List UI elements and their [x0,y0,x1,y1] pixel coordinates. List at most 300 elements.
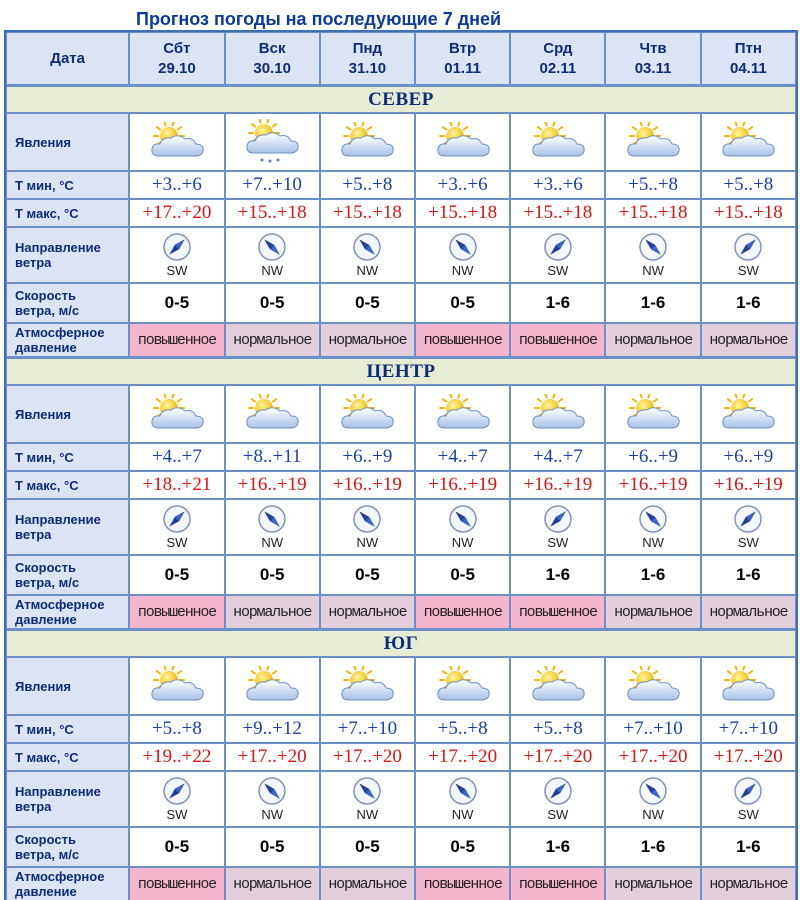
day-header [320,32,415,85]
tmin-cell: +4..+7 [510,443,605,471]
phenomena-cell [605,657,700,715]
wind-direction-row [6,771,796,827]
pressure-label-text: Атмосферное [15,325,105,340]
tmin-cell: +4..+7 [129,443,224,471]
day-header [225,32,320,85]
wind-direction-box [702,776,795,822]
tmin-cell: +9..+12 [225,715,320,743]
pressure-row [6,595,796,629]
wind-speed-row [6,555,796,595]
wind-direction-row [6,227,796,283]
tmax-row [6,743,796,771]
compass-icon [638,232,668,262]
partly-cloudy-icon [433,122,493,162]
wind-direction-value: NW [356,263,379,278]
partly-cloudy-icon [337,122,397,162]
day-date: 02.11 [539,59,577,77]
tmax-cell: +16..+19 [701,471,796,499]
partly-cloudy-icon [718,666,778,706]
pressure-cell: повышенное [129,595,224,629]
wind-direction-label-text: Направление [15,512,101,527]
partly-cloudy-icon [242,394,302,434]
day-of-week: Вск [258,39,286,57]
wind-speed-cell: 0-5 [320,283,415,323]
compass-icon [733,504,763,534]
wind-direction-value: SW [737,807,759,822]
tmax-cell: +15..+18 [701,199,796,227]
tmin-row [6,715,796,743]
phenomena-cell [510,657,605,715]
wind-direction-box [416,776,509,822]
phenomena-cell [605,385,700,443]
phenomena-cell [320,657,415,715]
day-header [605,32,700,85]
compass-icon [352,232,382,262]
partly-cloudy-icon [623,394,683,434]
compass-icon [543,504,573,534]
wind-direction-label [6,227,129,283]
partly-cloudy-icon [528,666,588,706]
forecast-table [4,30,798,900]
pressure-label-text-2: давление [15,884,77,899]
day-header [415,32,510,85]
phenomena-cell [129,657,224,715]
wind-direction-box [130,504,223,550]
tmax-cell: +15..+18 [605,199,700,227]
pressure-cell: повышенное [510,595,605,629]
partly-cloudy-icon [337,666,397,706]
tmin-cell: +7..+10 [605,715,700,743]
pressure-row [6,867,796,900]
partly-cloudy-icon [147,122,207,162]
partly-cloudy-icon [528,394,588,434]
partly-cloudy-icon [433,666,493,706]
wind-direction-box [606,232,699,278]
day-of-week: Втр [449,39,477,57]
wind-direction-cell [510,227,605,283]
day-of-week: Сбт [163,39,191,57]
tmin-label [6,171,129,199]
wind-direction-box [130,776,223,822]
tmax-label [6,199,129,227]
tmax-row [6,471,796,499]
wind-direction-value: NW [451,535,474,550]
wind-direction-value: SW [737,263,759,278]
wind-direction-value: NW [261,535,283,550]
day-of-week: Птн [734,39,762,57]
pressure-cell: повышенное [415,595,510,629]
compass-icon [543,232,573,262]
wind-speed-cell: 0-5 [129,827,224,867]
tmin-cell: +3..+6 [415,171,510,199]
pressure-cell: нормальное [225,323,320,357]
partly-cloudy-icon [147,666,207,706]
phenomena-cell [129,113,224,171]
wind-direction-cell [415,771,510,827]
wind-speed-cell: 0-5 [415,555,510,595]
phenomena-label [6,385,129,443]
pressure-cell: нормальное [605,595,700,629]
pressure-cell: повышенное [129,867,224,900]
wind-direction-cell [129,227,224,283]
header-row [6,32,796,85]
wind-direction-box [702,232,795,278]
phenomena-row [6,385,796,443]
wind-direction-value: SW [547,807,569,822]
wind-direction-box [416,232,509,278]
phenomena-cell [510,113,605,171]
day-header [510,32,605,85]
day-date: 01.11 [444,59,481,77]
wind-speed-cell: 0-5 [225,555,320,595]
wind-speed-cell: 1-6 [701,555,796,595]
pressure-cell: повышенное [510,323,605,357]
compass-icon [162,504,192,534]
wind-direction-box [416,504,509,550]
wind-direction-box [511,232,604,278]
compass-icon [638,776,668,806]
tmin-cell: +5..+8 [320,171,415,199]
tmax-cell: +15..+18 [225,199,320,227]
compass-icon [543,776,573,806]
wind-direction-value: SW [166,263,188,278]
phenomena-cell [225,385,320,443]
pressure-row [6,323,796,357]
wind-direction-row [6,499,796,555]
compass-icon [448,776,478,806]
compass-icon [638,504,668,534]
wind-direction-box [702,504,795,550]
wind-direction-label [6,499,129,555]
tmax-cell: +17..+20 [320,743,415,771]
wind-direction-box [606,504,699,550]
wind-direction-cell [510,771,605,827]
wind-speed-cell: 1-6 [701,827,796,867]
wind-speed-cell: 1-6 [605,283,700,323]
page-title: Прогноз погоды на последующие 7 дней [136,9,502,29]
wind-direction-box [130,232,223,278]
pressure-label [6,323,129,357]
wind-direction-cell [701,499,796,555]
tmax-cell: +15..+18 [510,199,605,227]
region-header-row [6,629,796,657]
wind-direction-value: SW [166,807,188,822]
wind-direction-box [511,504,604,550]
wind-direction-box [226,504,319,550]
phenomena-cell [701,385,796,443]
compass-icon [162,776,192,806]
phenomena-label-text: Явления [15,678,71,694]
wind-speed-cell: 0-5 [320,827,415,867]
day-date: 03.11 [634,59,672,77]
partly-cloudy-icon [623,666,683,706]
pressure-cell: повышенное [129,323,224,357]
day-date: 29.10 [158,59,196,77]
wind-speed-row [6,283,796,323]
wind-speed-label-text: Скорость [15,832,76,847]
wind-speed-cell: 1-6 [605,555,700,595]
tmin-cell: +7..+10 [320,715,415,743]
wind-direction-cell [415,499,510,555]
phenomena-label-text: Явления [15,406,71,422]
wind-direction-box [321,776,414,822]
compass-icon [352,776,382,806]
wind-speed-cell: 0-5 [415,827,510,867]
wind-speed-label-text-2: ветра, м/с [15,847,80,862]
wind-direction-label [6,771,129,827]
wind-direction-value: NW [356,535,379,550]
tmin-cell: +5..+8 [415,715,510,743]
wind-speed-label-text: Скорость [15,288,76,303]
pressure-cell: повышенное [415,323,510,357]
tmax-cell: +17..+20 [415,743,510,771]
partly-cloudy-icon [242,666,302,706]
wind-speed-label-text-2: ветра, м/с [15,303,80,318]
tmin-cell: +5..+8 [510,715,605,743]
tmin-cell: +4..+7 [415,443,510,471]
pressure-label-text-2: давление [15,612,77,627]
wind-direction-value: SW [166,535,188,550]
wind-direction-label-text-2: ветра [15,799,52,814]
wind-direction-box [226,776,319,822]
wind-speed-label-text-2: ветра, м/с [15,575,80,590]
wind-direction-value: NW [642,263,664,278]
pressure-label-text: Атмосферное [15,597,105,612]
region-name: ЮГ [6,629,796,657]
tmax-cell: +17..+20 [129,199,224,227]
phenomena-cell [510,385,605,443]
wind-speed-cell: 1-6 [510,555,605,595]
tmin-cell: +8..+11 [225,443,320,471]
wind-direction-cell [605,771,700,827]
day-of-week: Пнд [352,39,383,57]
tmax-cell: +16..+19 [225,471,320,499]
region-name: СЕВЕР [6,85,796,113]
tmin-row [6,171,796,199]
tmax-cell: +19..+22 [129,743,224,771]
tmin-cell: +7..+10 [701,715,796,743]
wind-direction-cell [320,499,415,555]
wind-direction-label-text: Направление [15,240,101,255]
tmax-cell: +16..+19 [605,471,700,499]
phenomena-row [6,113,796,171]
wind-direction-value: SW [547,535,569,550]
wind-speed-label [6,283,129,323]
day-header [129,32,224,85]
pressure-cell: нормальное [701,323,796,357]
wind-direction-cell [129,499,224,555]
tmax-cell: +18..+21 [129,471,224,499]
wind-direction-box [606,776,699,822]
day-header [701,32,796,85]
phenomena-label [6,657,129,715]
phenomena-cell [225,113,320,171]
tmin-cell: +5..+8 [701,171,796,199]
partly-cloudy-light-snow-icon [242,119,302,165]
compass-icon [162,232,192,262]
compass-icon [448,232,478,262]
wind-direction-value: NW [642,535,664,550]
tmin-cell: +3..+6 [510,171,605,199]
tmin-label [6,715,129,743]
wind-direction-label-text-2: ветра [15,527,52,542]
pressure-cell: нормальное [320,323,415,357]
wind-direction-value: NW [356,807,379,822]
wind-speed-label-text: Скорость [15,560,76,575]
tmax-row [6,199,796,227]
region-header-row [6,85,796,113]
pressure-cell: нормальное [701,867,796,900]
phenomena-cell [320,113,415,171]
pressure-label [6,595,129,629]
day-of-week: Чтв [639,39,667,57]
wind-speed-cell: 0-5 [225,827,320,867]
tmin-label [6,443,129,471]
pressure-label [6,867,129,900]
wind-direction-cell [320,771,415,827]
wind-direction-cell [225,771,320,827]
pressure-cell: повышенное [510,867,605,900]
wind-direction-value: NW [261,807,283,822]
pressure-cell: нормальное [225,867,320,900]
wind-speed-label [6,555,129,595]
compass-icon [257,504,287,534]
tmin-label-text: Т мин, °С [15,449,74,465]
tmax-cell: +16..+19 [320,471,415,499]
wind-direction-cell [510,499,605,555]
phenomena-cell [701,657,796,715]
tmin-label-text: Т мин, °С [15,721,74,737]
phenomena-cell [701,113,796,171]
wind-speed-cell: 0-5 [415,283,510,323]
wind-direction-box [321,504,414,550]
tmax-label [6,743,129,771]
pressure-cell: повышенное [415,867,510,900]
tmin-cell: +5..+8 [605,171,700,199]
wind-speed-cell: 1-6 [510,827,605,867]
tmax-cell: +16..+19 [510,471,605,499]
tmax-label-text: Т макс, °С [15,749,79,765]
wind-direction-cell [701,227,796,283]
compass-icon [257,776,287,806]
tmax-cell: +15..+18 [320,199,415,227]
pressure-cell: нормальное [320,867,415,900]
pressure-cell: нормальное [225,595,320,629]
tmin-cell: +6..+9 [320,443,415,471]
wind-direction-value: NW [451,807,474,822]
pressure-cell: нормальное [320,595,415,629]
wind-direction-cell [225,499,320,555]
wind-direction-cell [225,227,320,283]
wind-direction-box [226,232,319,278]
region-name: ЦЕНТР [6,357,796,385]
day-of-week: Срд [543,39,573,57]
compass-icon [352,504,382,534]
wind-direction-label-text: Направление [15,784,101,799]
wind-direction-cell [129,771,224,827]
wind-direction-cell [701,771,796,827]
phenomena-cell [415,385,510,443]
tmax-cell: +16..+19 [415,471,510,499]
wind-direction-cell [415,227,510,283]
wind-speed-cell: 1-6 [510,283,605,323]
tmax-cell: +17..+20 [701,743,796,771]
partly-cloudy-icon [528,122,588,162]
partly-cloudy-icon [433,394,493,434]
phenomena-row [6,657,796,715]
region-header-row [6,357,796,385]
phenomena-cell [415,657,510,715]
tmin-cell: +7..+10 [225,171,320,199]
day-date: 04.11 [729,59,767,77]
tmax-label [6,471,129,499]
phenomena-cell [415,113,510,171]
phenomena-label-text: Явления [15,134,71,150]
pressure-cell: нормальное [701,595,796,629]
wind-speed-cell: 1-6 [605,827,700,867]
tmin-cell: +3..+6 [129,171,224,199]
phenomena-cell [129,385,224,443]
wind-direction-value: SW [547,263,569,278]
wind-speed-cell: 0-5 [320,555,415,595]
day-date: 31.10 [348,59,387,77]
partly-cloudy-icon [623,122,683,162]
partly-cloudy-icon [147,394,207,434]
tmax-cell: +17..+20 [605,743,700,771]
partly-cloudy-icon [718,122,778,162]
compass-icon [733,776,763,806]
pressure-cell: нормальное [605,323,700,357]
tmin-cell: +6..+9 [701,443,796,471]
wind-direction-value: NW [261,263,283,278]
tmax-cell: +17..+20 [225,743,320,771]
partly-cloudy-icon [337,394,397,434]
phenomena-cell [225,657,320,715]
wind-direction-cell [605,499,700,555]
wind-direction-value: SW [737,535,759,550]
phenomena-cell [320,385,415,443]
wind-direction-box [511,776,604,822]
tmax-cell: +17..+20 [510,743,605,771]
wind-direction-label-text-2: ветра [15,255,52,270]
day-date: 30.10 [253,59,291,77]
tmin-cell: +6..+9 [605,443,700,471]
wind-speed-cell: 0-5 [129,555,224,595]
tmax-cell: +15..+18 [415,199,510,227]
partly-cloudy-icon [718,394,778,434]
phenomena-cell [605,113,700,171]
tmax-label-text: Т макс, °С [15,477,79,493]
date-header: Дата [6,32,129,85]
tmin-row [6,443,796,471]
tmin-label-text: Т мин, °С [15,177,74,193]
compass-icon [448,504,478,534]
compass-icon [257,232,287,262]
pressure-label-text-2: давление [15,340,77,355]
wind-direction-value: NW [642,807,664,822]
wind-direction-box [321,232,414,278]
pressure-label-text: Атмосферное [15,869,105,884]
compass-icon [733,232,763,262]
wind-direction-value: NW [451,263,474,278]
wind-direction-cell [320,227,415,283]
pressure-cell: нормальное [605,867,700,900]
phenomena-label [6,113,129,171]
wind-speed-cell: 1-6 [701,283,796,323]
wind-speed-row [6,827,796,867]
wind-speed-cell: 0-5 [225,283,320,323]
tmin-cell: +5..+8 [129,715,224,743]
